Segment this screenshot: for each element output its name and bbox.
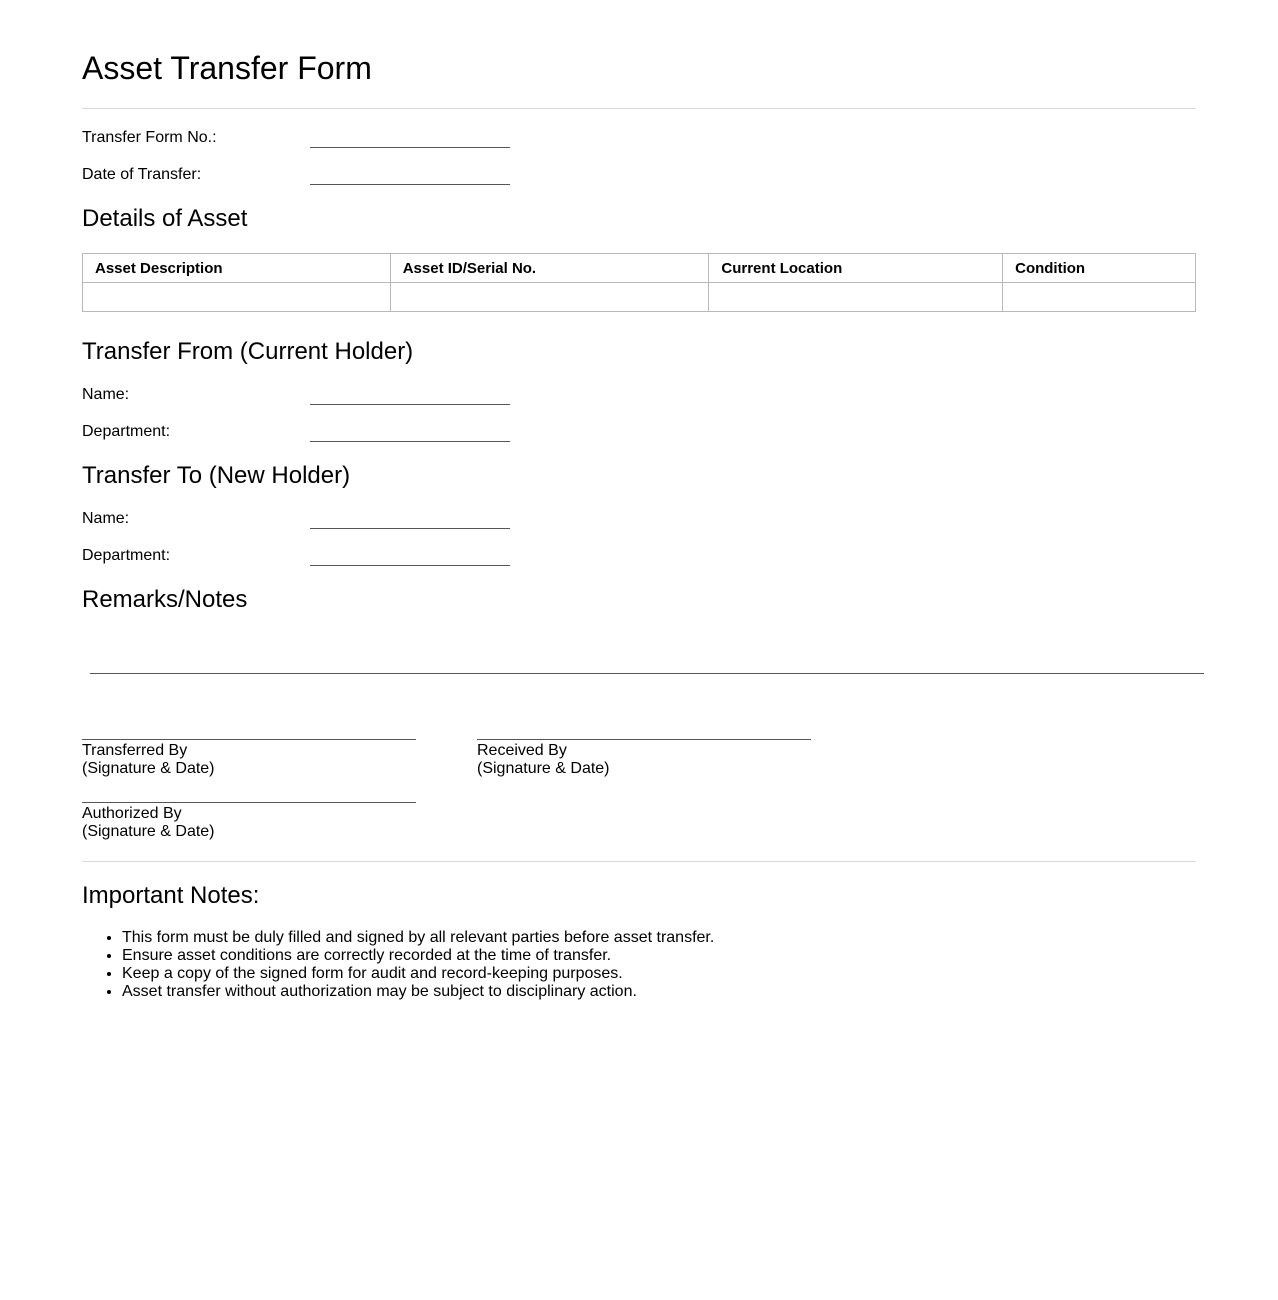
list-item: • Ensure asset conditions are correctly recorded at the time of transfer. [122,947,714,965]
asset-id-cell[interactable] [390,283,709,312]
column-header-condition: Condition [1003,254,1196,283]
from-department-label: Department: [82,423,171,440]
details-of-asset-heading: Details of Asset [82,205,248,232]
to-department-field[interactable] [310,565,510,566]
to-name-field[interactable] [310,528,510,529]
page-title: Asset Transfer Form [82,50,372,86]
received-by-signature-line[interactable] [477,739,811,740]
list-item: • Asset transfer without authorization may be subject to disciplinary action. [122,983,714,1001]
received-by-label: Received By [477,742,567,759]
important-notes-list [82,929,714,1001]
list-item: • Keep a copy of the signed form for audit and record-keeping purposes. [122,965,714,983]
asset-details-table [82,253,1196,312]
column-header-asset-description: Asset Description [83,254,391,283]
transferred-by-signature-line[interactable] [82,739,416,740]
table-header-row [83,254,1196,283]
from-department-field[interactable] [310,441,510,442]
transfer-form-no-field[interactable] [310,147,510,148]
column-header-asset-id: Asset ID/Serial No. [390,254,709,283]
remarks-heading: Remarks/Notes [82,586,248,613]
condition-cell[interactable] [1003,283,1196,312]
remarks-field[interactable] [90,673,1204,674]
transfer-form-no-label: Transfer Form No.: [82,129,217,146]
list-item: • This form must be duly filled and signed by all relevant parties before asset transfer. [122,929,714,947]
title-divider [82,108,1196,109]
column-header-current-location: Current Location [709,254,1003,283]
transferred-by-sublabel: (Signature & Date) [82,760,215,777]
authorized-by-signature-line[interactable] [82,802,416,803]
date-of-transfer-label: Date of Transfer: [82,166,202,183]
to-department-label: Department: [82,547,171,564]
from-name-field[interactable] [310,404,510,405]
current-location-cell[interactable] [709,283,1003,312]
to-name-label: Name: [82,510,130,527]
authorized-by-label: Authorized By [82,805,182,822]
authorized-by-sublabel: (Signature & Date) [82,823,215,840]
transferred-by-label: Transferred By [82,742,188,759]
transfer-from-heading: Transfer From (Current Holder) [82,338,414,365]
asset-description-cell[interactable] [83,283,391,312]
notes-divider [82,861,1196,862]
received-by-sublabel: (Signature & Date) [477,760,610,777]
table-row [83,283,1196,312]
from-name-label: Name: [82,386,130,403]
important-notes-heading: Important Notes: [82,882,260,909]
transfer-to-heading: Transfer To (New Holder) [82,462,351,489]
date-of-transfer-field[interactable] [310,184,510,185]
